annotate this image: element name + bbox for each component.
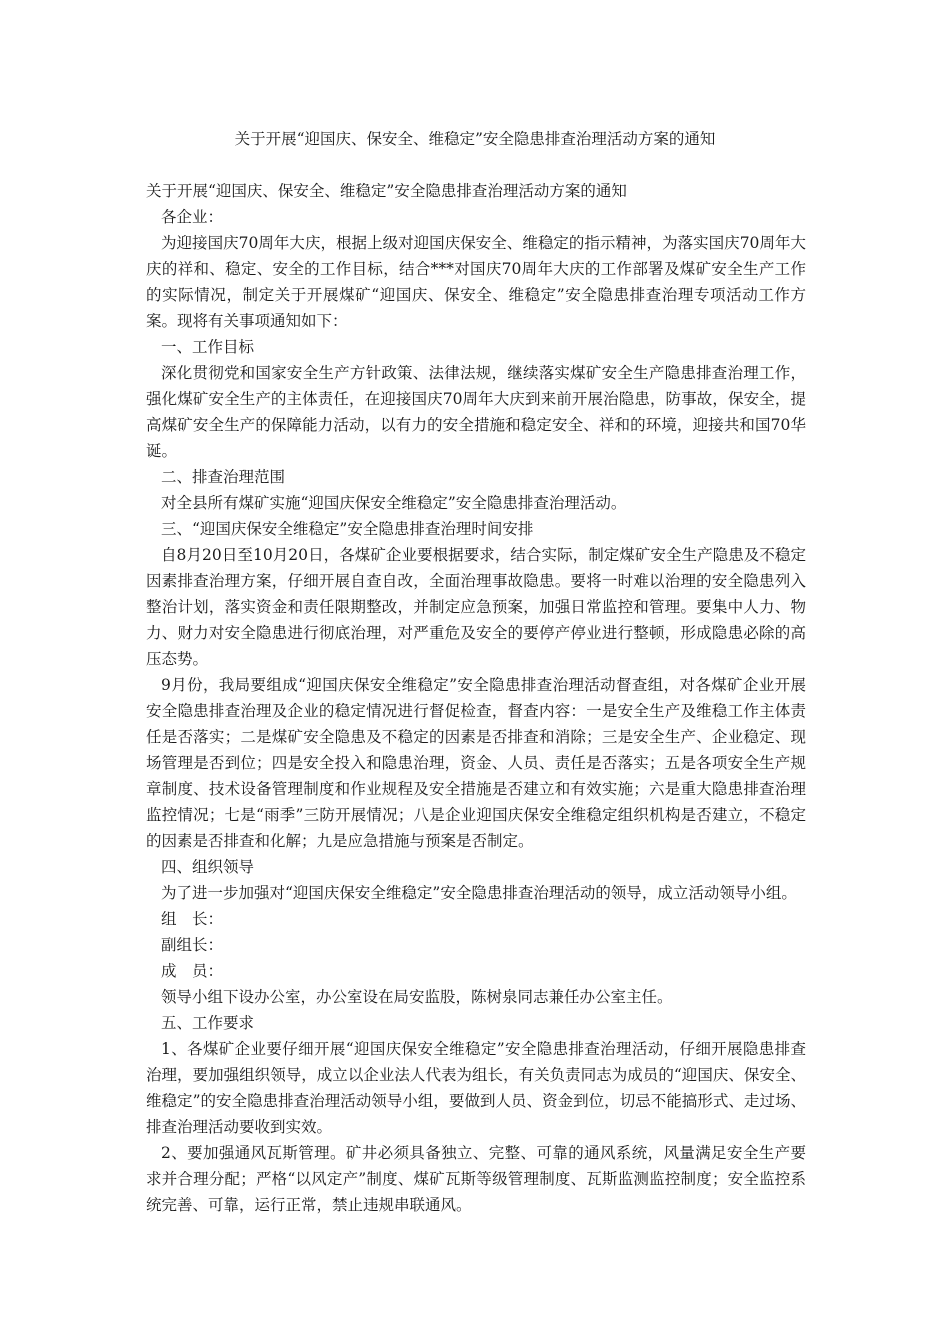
deputy-leader-line: 副组长： (161, 936, 224, 954)
section-heading-scope: 二、排查治理范围 (161, 468, 286, 486)
goals-paragraph: 深化贯彻党和国家安全生产方针政策、法律法规，继续落实煤矿安全生产隐患排查治理工作，强化煤矿安全生产的主体责任，在迎接国庆70周年大庆到来前开展治隐患，防事故，保安全，提高煤矿安全生产的保障能力活动，以有力的安全措施和稳定安全、祥和的环境，迎接共和国70华诞。 (146, 364, 806, 460)
leader-line: 组 长： (161, 910, 224, 928)
document-subtitle: 关于开展“迎国庆、保安全、维稳定”安全隐患排查治理活动方案的通知 (146, 182, 627, 200)
intro-paragraph: 为迎接国庆70周年大庆，根据上级对迎国庆保安全、维稳定的指示精神，为落实国庆70周年大庆的祥和、稳定、安全的工作目标，结合***对国庆70周年大庆的工作部署及煤矿安全生产工作的实际情况，制定关于开展煤矿“迎国庆、保安全、维稳定”安全隐患排查治理专项活动工作方案。现将有关事项通知如下： (146, 234, 806, 330)
section-heading-schedule: 三、“迎国庆保安全维稳定”安全隐患排查治理时间安排 (161, 520, 534, 538)
document-title: 关于开展“迎国庆、保安全、维稳定”安全隐患排查治理活动方案的通知 (234, 130, 716, 148)
office-paragraph: 领导小组下设办公室，办公室设在局安监股，陈树泉同志兼任办公室主任。 (161, 988, 673, 1006)
members-line: 成 员： (161, 962, 224, 980)
scope-paragraph: 对全县所有煤矿实施“迎国庆保安全维稳定”安全隐患排查治理活动。 (161, 494, 627, 512)
section-heading-goals: 一、工作目标 (161, 338, 255, 356)
inspection-paragraph: 9月份，我局要组成“迎国庆保安全维稳定”安全隐患排查治理活动督查组，对各煤矿企业开展安全隐患排查治理及企业的稳定情况进行督促检查，督查内容：一是安全生产及维稳工作主体责任是否落实；二是煤矿安全隐患及不稳定的因素是否排查和消除；三是安全生产、企业稳定、现场管理是否到位；四是安全投入和隐患治理，资金、人员、责任是否落实；五是各项安全生产规章制度、技术设备管理制度和作业规程及安全措施是否建立和有效实施；六是重大隐患排查治理监控情况；七是“雨季”三防开展情况；八是企业迎国庆保安全维稳定组织机构是否建立，不稳定的因素是否排查和化解；九是应急措施与预案是否制定。 (146, 676, 806, 850)
section-heading-requirements: 五、工作要求 (161, 1014, 255, 1032)
schedule-paragraph: 自8月20日至10月20日，各煤矿企业要根据要求，结合实际，制定煤矿安全生产隐患及不稳定因素排查治理方案，仔细开展自查自改，全面治理事故隐患。要将一时难以治理的安全隐患列入整治计划，落实资金和责任限期整改，并制定应急预案，加强日常监控和管理。要集中人力、物力、财力对安全隐患进行彻底治理，对严重危及安全的要停产停业进行整顿，形成隐患必除的高压态势。 (146, 546, 806, 668)
document-body (146, 178, 806, 1218)
leadership-paragraph: 为了进一步加强对“迎国庆保安全维稳定”安全隐患排查治理活动的领导，成立活动领导小组。 (161, 884, 797, 902)
salutation: 各企业： (161, 208, 224, 226)
requirement-1-paragraph: 1、各煤矿企业要仔细开展“迎国庆保安全维稳定”安全隐患排查治理活动，仔细开展隐患排查治理，要加强组织领导，成立以企业法人代表为组长，有关负责同志为成员的“迎国庆、保安全、维稳定”的安全隐患排查治理活动领导小组，要做到人员、资金到位，切忌不能搞形式、走过场、排查治理活动要收到实效。 (146, 1040, 806, 1136)
section-heading-leadership: 四、组织领导 (161, 858, 255, 876)
requirement-2-paragraph: 2、要加强通风瓦斯管理。矿井必须具备独立、完整、可靠的通风系统，风量满足安全生产要求并合理分配；严格“以风定产”制度、煤矿瓦斯等级管理制度、瓦斯监测监控制度；安全监控系统完善、可靠，运行正常，禁止违规串联通风。 (146, 1144, 806, 1214)
